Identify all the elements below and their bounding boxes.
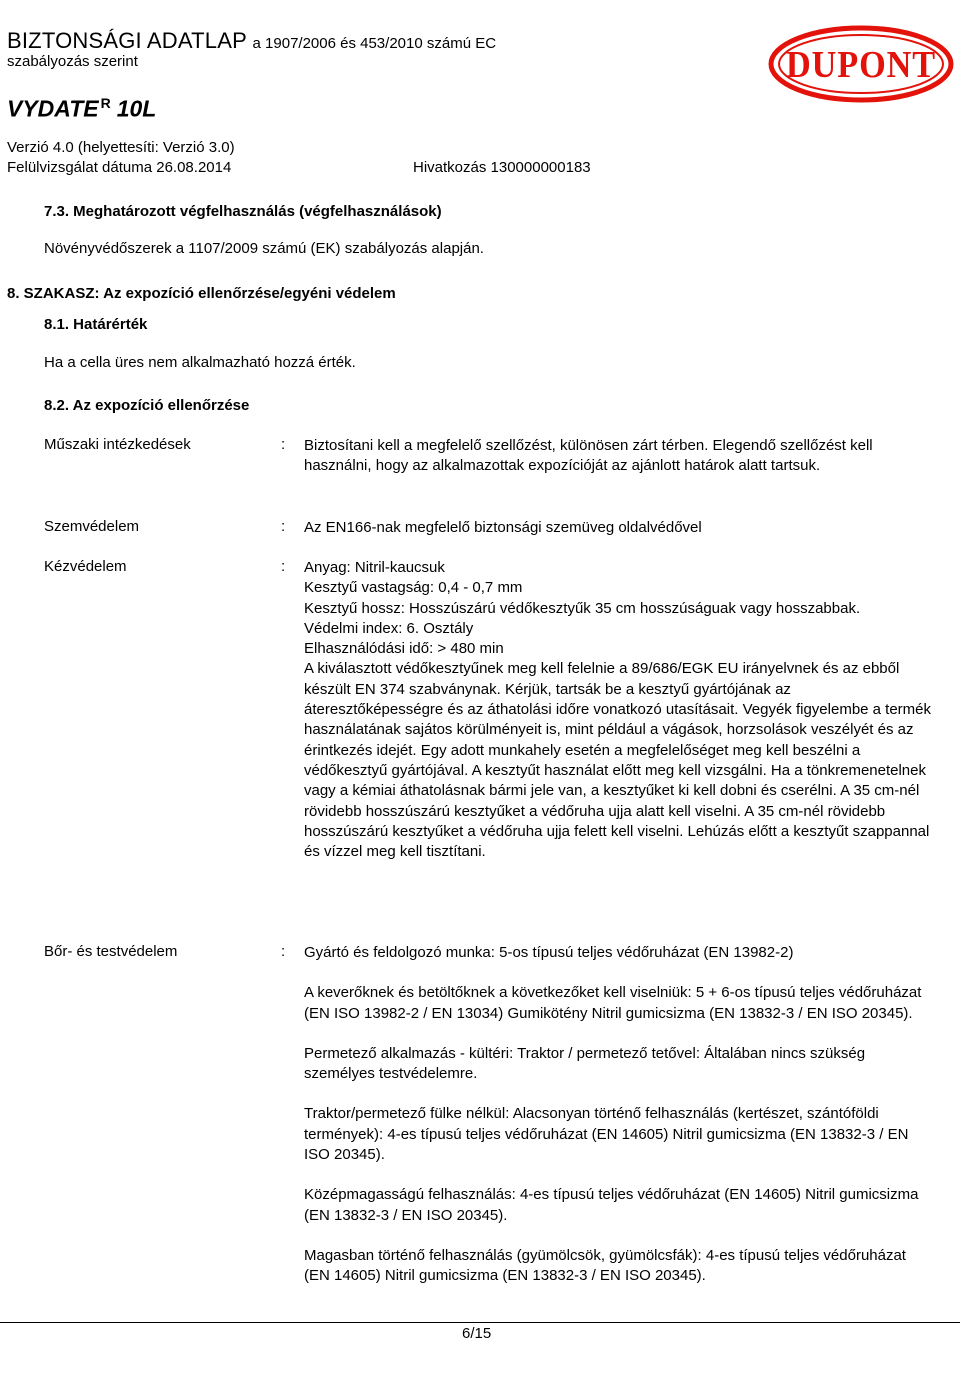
skin-protection-label: Bőr- és testvédelem	[44, 943, 178, 960]
product-name-text: VYDATE	[7, 95, 99, 122]
skin-protection-paragraph: Magasban történő felhasználás (gyümölcsök, gyümölcsfák): 4-es típusú teljes védőruházat (EN 14605) Nitril gumicsizma (EN 13832-3 / EN ISO 20345).	[304, 1246, 906, 1285]
skin-protection-paragraph: Gyártó és feldolgozó munka: 5-os típusú teljes védőruházat (EN 13982-2)	[304, 944, 794, 961]
skin-protection-paragraph: Középmagasságú felhasználás: 4-es típusú teljes védőruházat (EN 14605) Nitril gumicsizma (EN 13832-3 / EN ISO 20345).	[304, 1186, 919, 1224]
review-date: Felülvizsgálat dátuma 26.08.2014	[7, 159, 232, 176]
dupont-logo	[768, 24, 954, 104]
document-title-suffix: a 1907/2006 és 453/2010 számú EC	[252, 35, 497, 52]
svg-text:DUPONT: DUPONT	[786, 44, 936, 86]
eye-protection-label: Szemvédelem	[44, 518, 140, 535]
section-8-1-heading: 8.1. Határérték	[44, 316, 148, 333]
colon: :	[281, 436, 286, 453]
product-suffix: 10L	[116, 95, 157, 122]
reference-number: Hivatkozás 130000000183	[413, 159, 591, 176]
footer-rule	[0, 1322, 960, 1323]
section-7-3-text: Növényvédőszerek a 1107/2009 számú (EK) szabályozás alapján.	[44, 240, 484, 257]
skin-protection-paragraph: Traktor/permetező fülke nélkül: Alacsonyan történő felhasználás (kertészet, szántóföldi termények): 4-es típusú teljes védőruházat (EN 14605) Nitril gumicsizma (EN 13832-3 / EN ISO 20345).	[304, 1105, 909, 1164]
hand-protection-value	[304, 558, 934, 862]
registered-mark: R	[100, 95, 111, 111]
hand-protection-line: Védelmi index: 6. Osztály	[304, 619, 474, 637]
technical-measures-label: Műszaki intézkedések	[44, 436, 191, 453]
skin-protection-paragraph: Permetező alkalmazás - kültéri: Traktor / permetező tetővel: Általában nincs szükség személyes testvédelemre.	[304, 1044, 866, 1083]
section-8-heading: 8. SZAKASZ: Az expozíció ellenőrzése/egyéni védelem	[7, 285, 396, 302]
page-number: 6/15	[462, 1325, 492, 1342]
hand-protection-line: Kesztyű hossz: Hosszúszárú védőkesztyűk 35 cm hosszúságuak vagy hosszabbak.	[304, 599, 861, 617]
version-line: Verzió 4.0 (helyettesíti: Verzió 3.0)	[7, 139, 235, 156]
skin-protection-paragraph: A keverőknek és betöltőknek a következőket kell viselniük: 5 + 6-os típusú teljes védőruházat (EN ISO 13982-2 / EN 13034) Gumikötény Nitril gumicsizma (EN 13832-3 / EN ISO 20345).	[304, 984, 922, 1022]
section-8-1-text: Ha a cella üres nem alkalmazható hozzá érték.	[44, 354, 356, 371]
document-title-main: BIZTONSÁGI ADATLAP	[7, 28, 247, 53]
hand-protection-line: Kesztyű vastagság: 0,4 - 0,7 mm	[304, 579, 523, 597]
eye-protection-value: Az EN166-nak megfelelő biztonsági szemüveg oldalvédővel	[304, 519, 702, 536]
hand-protection-line: Elhasználódási idő: > 480 min	[304, 640, 504, 658]
colon: :	[281, 518, 286, 535]
technical-measures-value: Biztosítani kell a megfelelő szellőzést, különösen zárt térben. Elegendő szellőzést kell használni, hogy az alkalmazottak expozícióját az ajánlott határok alatt tartsuk.	[304, 437, 873, 475]
document-title-line2: szabályozás szerint	[7, 53, 138, 70]
colon: :	[281, 558, 286, 575]
hand-protection-line: A kiválasztott védőkesztyűnek meg kell felelnie a 89/686/EGK EU irányelvnek és az ebből készült EN 374 szabványnak. Kérjük, tartsák be a kesztyű gyártójának az áteresztőképességre és az áthatolási időre vonatkozó utasításait. Vegyék figyelembe a termék használatának sajátos körülményeit is, mint például a vágások, horzsolások veszélyét és az érintkezés idejét. Egy adott munkahely esetén a megfelelőséget meg kell beszélni a védőkesztyű gyártójával. A kesztyűt használat előtt meg kell vizsgálni. Ha a tönkremenetelnek vagy a kémiai áthatolásnak bármi jele van, a kesztyűket ki kell dobni és cserélni. A 35 cm-nél rövidebb hosszúszárú kesztyűket a védőruha ujja alatt kell viselni. A 35 cm-nél rövidebb hosszúszárú kesztyűket a védőruha ujja felett kell viselni. Lehúzás előtt a kesztyűt szappannal és vízzel meg kell tisztítani.	[304, 660, 932, 861]
hand-protection-line: Anyag: Nitril-kaucsuk	[304, 559, 445, 576]
document-title	[7, 28, 496, 54]
section-8-2-heading: 8.2. Az expozíció ellenőrzése	[44, 397, 250, 414]
product-name	[7, 95, 156, 123]
colon: :	[281, 943, 286, 960]
section-7-3-heading: 7.3. Meghatározott végfelhasználás (végfelhasználások)	[44, 203, 442, 220]
hand-protection-label: Kézvédelem	[44, 558, 127, 575]
skin-protection-value	[304, 943, 934, 1287]
